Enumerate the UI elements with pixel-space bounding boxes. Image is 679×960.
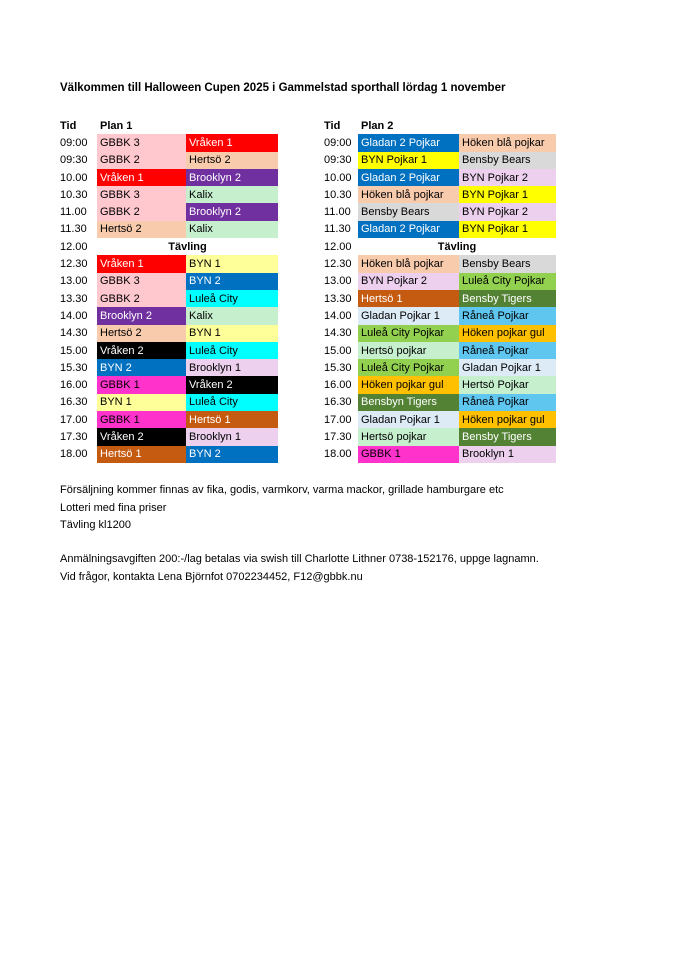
time-header: Tid — [60, 119, 77, 132]
time-cell: 10.30 — [60, 188, 88, 201]
time-cell: 14.00 — [60, 309, 88, 322]
plan-header: Plan 1 — [100, 119, 133, 132]
team-b-cell: Brooklyn 1 — [186, 428, 278, 445]
team-b-cell: Bensby Tigers — [459, 428, 556, 445]
table-row — [321, 221, 556, 238]
team-b-cell: Råneå Pojkar — [459, 307, 556, 324]
team-a-cell: Hertsö 1 — [97, 446, 186, 463]
event-info — [60, 482, 504, 535]
team-b-cell: Brooklyn 2 — [186, 169, 278, 186]
team-b-cell: Brooklyn 1 — [186, 359, 278, 376]
time-cell: 17.00 — [324, 413, 352, 426]
table-row — [321, 428, 556, 445]
team-a-cell: Gladan Pojkar 1 — [358, 411, 459, 428]
time-cell: 13.00 — [324, 275, 352, 288]
team-b-cell: BYN 2 — [186, 273, 278, 290]
team-a-cell: Hertsö pojkar — [358, 342, 459, 359]
team-b-cell: BYN 1 — [186, 325, 278, 342]
time-cell: 15.30 — [60, 361, 88, 374]
time-cell: 10.30 — [324, 188, 352, 201]
time-header: Tid — [324, 119, 341, 132]
team-b-cell: Råneå Pojkar — [459, 342, 556, 359]
team-b-cell: Hertsö Pojkar — [459, 376, 556, 393]
team-b-cell: Gladan Pojkar 1 — [459, 359, 556, 376]
table-row — [321, 290, 556, 307]
team-b-cell: Höken blå pojkar — [459, 134, 556, 151]
table-row — [321, 376, 556, 393]
team-a-cell: Höken pojkar gul — [358, 376, 459, 393]
time-cell: 13.00 — [60, 275, 88, 288]
team-a-cell: GBBK 1 — [97, 376, 186, 393]
team-b-cell: Råneå Pojkar — [459, 394, 556, 411]
time-cell: 15.30 — [324, 361, 352, 374]
team-a-cell: Hertsö 1 — [358, 290, 459, 307]
team-b-cell: Kalix — [186, 307, 278, 324]
team-b-cell: BYN Pojkar 2 — [459, 169, 556, 186]
time-cell: 09:00 — [324, 136, 352, 149]
team-a-cell: GBBK 2 — [97, 290, 186, 307]
time-cell: 17.30 — [60, 430, 88, 443]
time-cell: 11.00 — [60, 206, 87, 219]
team-a-cell: GBBK 3 — [97, 134, 186, 151]
table-row — [57, 186, 278, 203]
time-cell: 10.00 — [60, 171, 88, 184]
team-a-cell: GBBK 3 — [97, 186, 186, 203]
team-a-cell: Bensbyn Tigers — [358, 394, 459, 411]
table-row — [57, 221, 278, 238]
table-row — [321, 273, 556, 290]
team-b-cell: Brooklyn 2 — [186, 203, 278, 220]
team-a-cell: Gladan 2 Pojkar — [358, 134, 459, 151]
time-cell: 16.00 — [60, 379, 88, 392]
team-b-cell: Bensby Bears — [459, 255, 556, 272]
plan-1-schedule — [57, 117, 278, 463]
break-cell: Tävling — [437, 240, 477, 253]
time-cell: 16.30 — [60, 396, 88, 409]
break-cell: Tävling — [168, 240, 207, 253]
time-cell: 13.30 — [60, 292, 88, 305]
table-row — [321, 394, 556, 411]
table-row — [321, 186, 556, 203]
team-b-cell: Hertsö 2 — [186, 152, 278, 169]
team-a-cell: Bensby Bears — [358, 203, 459, 220]
table-row — [321, 238, 556, 255]
team-b-cell: BYN Pojkar 1 — [459, 221, 556, 238]
team-b-cell: BYN Pojkar 2 — [459, 203, 556, 220]
table-row — [57, 428, 278, 445]
team-a-cell: Gladan 2 Pojkar — [358, 169, 459, 186]
time-cell: 17.00 — [60, 413, 88, 426]
table-row — [57, 255, 278, 272]
team-a-cell: GBBK 2 — [97, 203, 186, 220]
team-b-cell: BYN Pojkar 1 — [459, 186, 556, 203]
time-cell: 09:30 — [60, 154, 88, 167]
table-row — [321, 325, 556, 342]
table-header-row — [321, 117, 556, 134]
time-cell: 11.30 — [60, 223, 87, 236]
time-cell: 12.00 — [324, 240, 352, 253]
team-b-cell: Kalix — [186, 186, 278, 203]
table-row — [321, 152, 556, 169]
team-b-cell: BYN 2 — [186, 446, 278, 463]
time-cell: 18.00 — [324, 448, 352, 461]
table-row — [57, 134, 278, 151]
time-cell: 15.00 — [324, 344, 352, 357]
team-a-cell: Brooklyn 2 — [97, 307, 186, 324]
team-a-cell: GBBK 1 — [358, 446, 459, 463]
team-a-cell: Höken blå pojkar — [358, 186, 459, 203]
contest-text: Tävling kl1200 — [60, 519, 131, 531]
team-a-cell: GBBK 2 — [97, 152, 186, 169]
table-row — [321, 411, 556, 428]
team-a-cell: BYN 1 — [97, 394, 186, 411]
table-row — [321, 307, 556, 324]
time-cell: 11.30 — [324, 223, 351, 236]
team-a-cell: Gladan 2 Pojkar — [358, 221, 459, 238]
time-cell: 10.00 — [324, 171, 352, 184]
team-a-cell: Hertsö 2 — [97, 325, 186, 342]
table-row — [321, 446, 556, 463]
time-cell: 14.30 — [324, 327, 352, 340]
team-a-cell: Vråken 1 — [97, 169, 186, 186]
time-cell: 09:30 — [324, 154, 352, 167]
team-a-cell: Hertsö 2 — [97, 221, 186, 238]
team-b-cell: Luleå City — [186, 290, 278, 307]
team-a-cell: Luleå City Pojkar — [358, 325, 459, 342]
team-a-cell: BYN Pojkar 1 — [358, 152, 459, 169]
table-row — [321, 255, 556, 272]
table-row — [321, 134, 556, 151]
table-row — [57, 307, 278, 324]
team-a-cell: Vråken 2 — [97, 428, 186, 445]
team-b-cell: Brooklyn 1 — [459, 446, 556, 463]
team-b-cell: BYN 1 — [186, 255, 278, 272]
lottery-text: Lotteri med fina priser — [60, 501, 167, 514]
team-b-cell: Hertsö 1 — [186, 411, 278, 428]
fee-text: Anmälningsavgiften 200:-/lag betalas via swish till Charlotte Lithner 0738-152176, uppge lagnamn. — [60, 553, 539, 565]
time-cell: 18.00 — [60, 448, 88, 461]
table-row — [57, 325, 278, 342]
team-b-cell: Bensby Tigers — [459, 290, 556, 307]
time-cell: 11.00 — [324, 206, 351, 219]
team-a-cell: Luleå City Pojkar — [358, 359, 459, 376]
team-a-cell: Vråken 2 — [97, 342, 186, 359]
table-row — [57, 446, 278, 463]
team-b-cell: Luleå City Pojkar — [459, 273, 556, 290]
table-row — [57, 342, 278, 359]
page-title: Välkommen till Halloween Cupen 2025 i Gammelstad sporthall lördag 1 november — [60, 82, 506, 94]
time-cell: 17.30 — [324, 430, 352, 443]
time-cell: 13.30 — [324, 292, 352, 305]
table-row — [321, 203, 556, 220]
time-cell: 12.00 — [60, 240, 88, 253]
table-row — [321, 169, 556, 186]
time-cell: 12.30 — [60, 258, 88, 271]
table-row — [57, 152, 278, 169]
table-row — [321, 342, 556, 359]
table-header-row — [57, 117, 278, 134]
team-b-cell: Luleå City — [186, 342, 278, 359]
table-row — [57, 203, 278, 220]
contact-text: Vid frågor, kontakta Lena Björnfot 0702234452, F12@gbbk.nu — [60, 570, 363, 583]
table-row — [57, 238, 278, 255]
team-a-cell: BYN Pojkar 2 — [358, 273, 459, 290]
time-cell: 12.30 — [324, 258, 352, 271]
team-b-cell: Höken pojkar gul — [459, 411, 556, 428]
team-b-cell: Höken pojkar gul — [459, 325, 556, 342]
time-cell: 15.00 — [60, 344, 88, 357]
team-a-cell: Höken blå pojkar — [358, 255, 459, 272]
table-row — [57, 169, 278, 186]
team-a-cell: Gladan Pojkar 1 — [358, 307, 459, 324]
time-cell: 16.00 — [324, 379, 352, 392]
team-a-cell: Vråken 1 — [97, 255, 186, 272]
sales-text: Försäljning kommer finnas av fika, godis, varmkorv, varma mackor, grillade hamburgare etc — [60, 484, 504, 496]
team-b-cell: Luleå City — [186, 394, 278, 411]
time-cell: 14.30 — [60, 327, 88, 340]
team-b-cell: Vråken 2 — [186, 376, 278, 393]
time-cell: 16.30 — [324, 396, 352, 409]
table-row — [57, 394, 278, 411]
time-cell: 14.00 — [324, 309, 352, 322]
table-row — [321, 359, 556, 376]
table-row — [57, 359, 278, 376]
table-row — [57, 376, 278, 393]
team-b-cell: Bensby Bears — [459, 152, 556, 169]
time-cell: 09:00 — [60, 136, 88, 149]
team-a-cell: BYN 2 — [97, 359, 186, 376]
team-a-cell: Hertsö pojkar — [358, 428, 459, 445]
table-row — [57, 290, 278, 307]
team-a-cell: GBBK 1 — [97, 411, 186, 428]
team-b-cell: Kalix — [186, 221, 278, 238]
team-b-cell: Vråken 1 — [186, 134, 278, 151]
table-row — [57, 411, 278, 428]
team-a-cell: GBBK 3 — [97, 273, 186, 290]
table-row — [57, 273, 278, 290]
plan-header: Plan 2 — [361, 119, 394, 132]
registration-info — [60, 551, 539, 586]
plan-2-schedule — [321, 117, 556, 463]
